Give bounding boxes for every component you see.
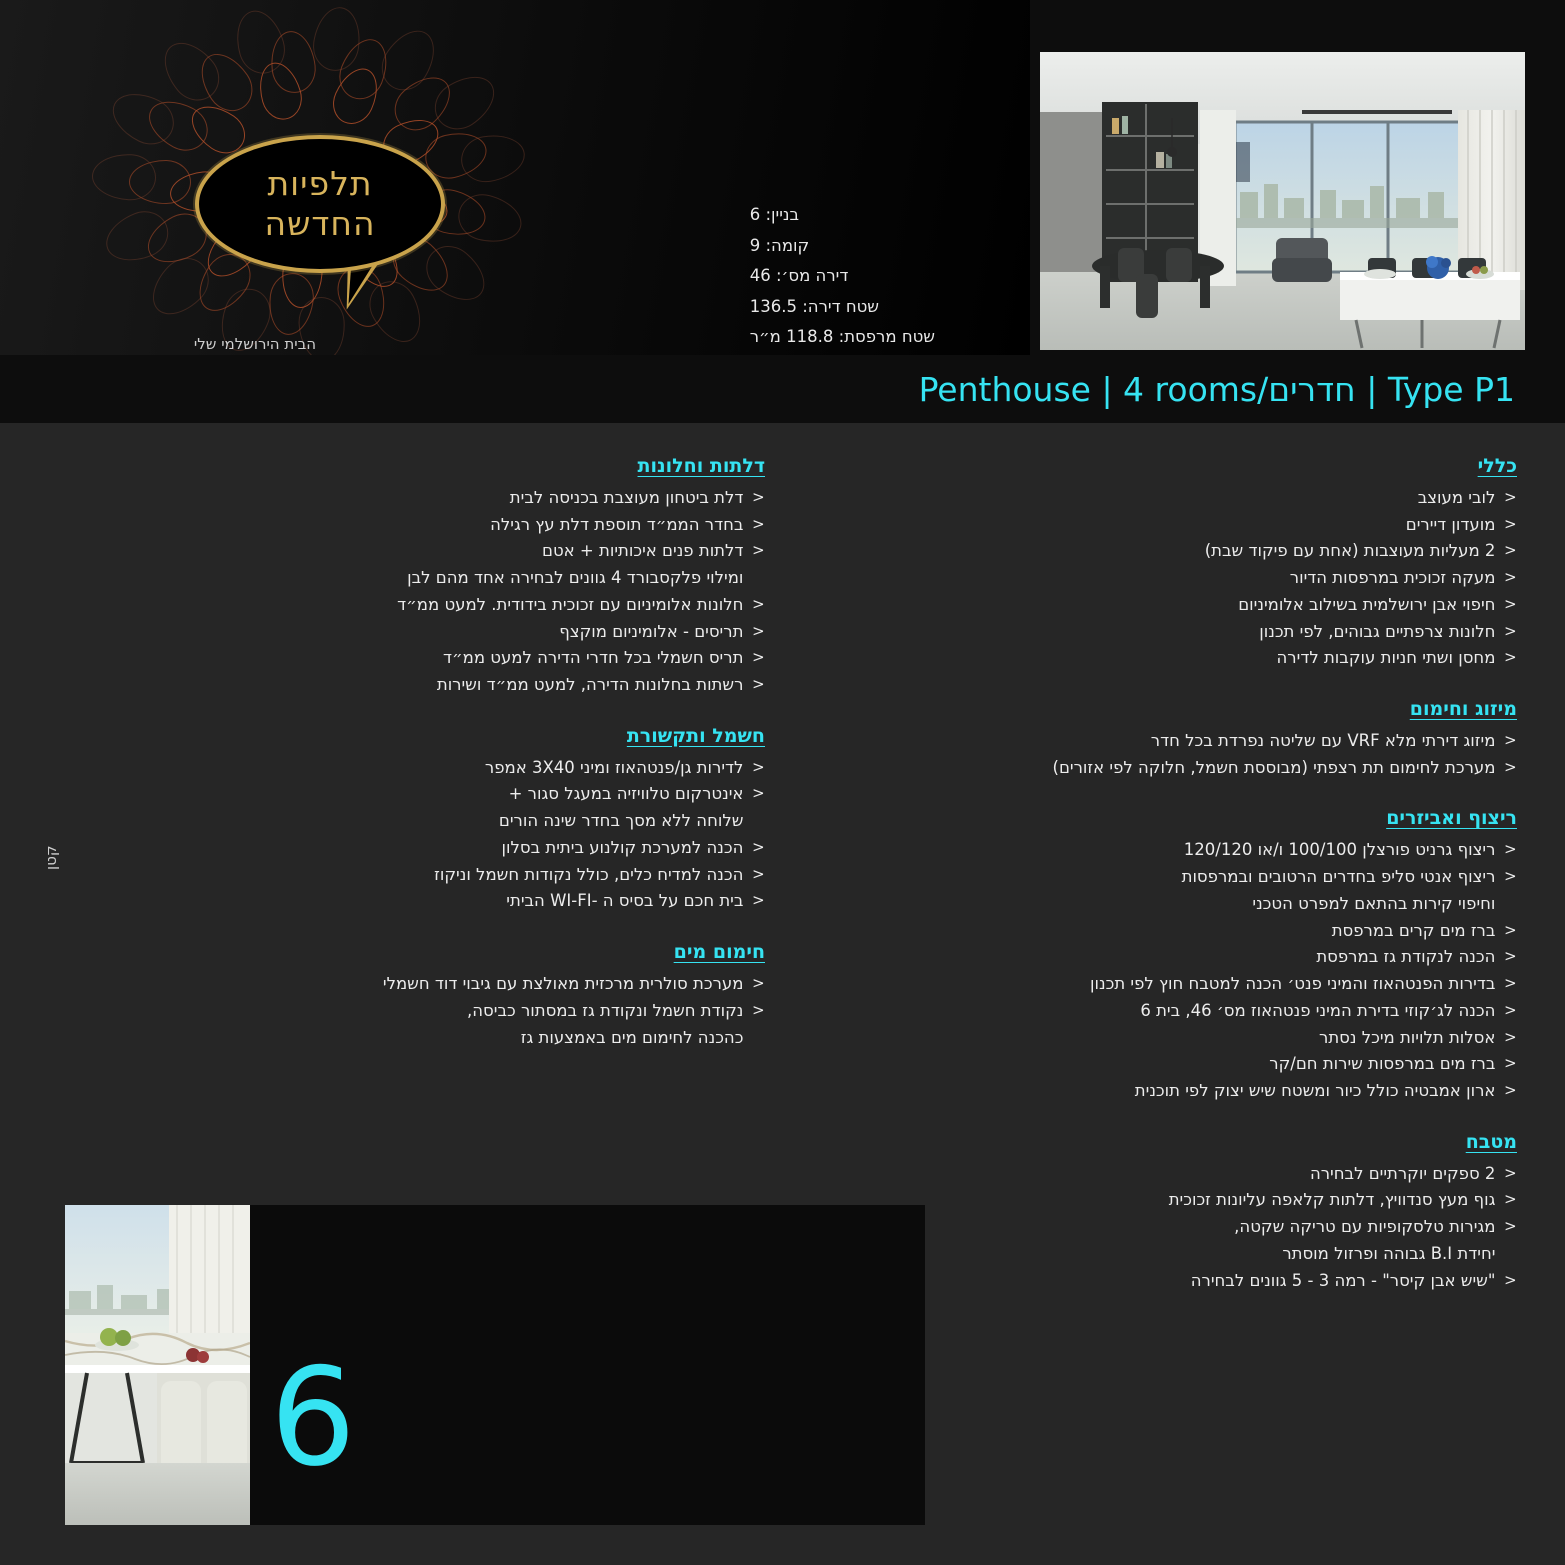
spec-list-item-text: שלוחה ללא מסך בחדר שינה הורים: [498, 811, 744, 831]
list-general: [867, 485, 1517, 672]
bullet-arrow-icon: >: [1504, 1054, 1517, 1073]
spec-list-item-text: בחדר הממ״ד תוספת דלת עץ רגילה: [490, 514, 744, 534]
spec-list-item: [867, 891, 1517, 918]
bullet-arrow-icon: >: [1504, 974, 1517, 993]
spec-list-item: [867, 944, 1517, 971]
apartment-specs: [750, 200, 935, 353]
spec-list-item-text: חלונות צרפתיים גבוהים, לפי תכנון: [1259, 621, 1496, 641]
bullet-arrow-icon: >: [752, 675, 765, 694]
apartment-type-title-bar: [0, 355, 1565, 423]
spec-list-item-text: נקודת חשמל ונקודת גז במסתור כביסה,: [467, 1000, 744, 1020]
spec-list-item: [115, 808, 765, 835]
spec-list-item: [867, 971, 1517, 998]
spec-list-item: [867, 1268, 1517, 1295]
list-doors-windows: [115, 485, 765, 699]
section-electricity: [115, 725, 765, 915]
spec-list-item-text: מיזוג דירתי מלא VRF עם שליטה נפרדת בכל חדר: [1150, 731, 1496, 751]
bullet-arrow-icon: >: [752, 541, 765, 560]
spec-list-item: [115, 619, 765, 646]
spec-list-item: [867, 1025, 1517, 1052]
spec-list-item: [115, 971, 765, 998]
bullet-arrow-icon: >: [1504, 840, 1517, 859]
section-title-water-heating: חימום מים: [673, 941, 765, 964]
spec-list-item: [867, 864, 1517, 891]
spec-list-item: [867, 1161, 1517, 1188]
bullet-arrow-icon: >: [1504, 1000, 1517, 1019]
brand-logo: [95, 35, 525, 355]
spec-list-item: [115, 755, 765, 782]
header-band: [0, 0, 1565, 355]
logo-line-2: החדשה: [264, 204, 376, 243]
spec-list-item: [115, 512, 765, 539]
spec-list-item: [115, 835, 765, 862]
column-left: [115, 455, 765, 1077]
spec-list-item-text: דלת ביטחון מעוצבת בכניסה לבית: [509, 488, 744, 507]
spec-list-item-text: בית חכם על בסיס ה -WI-FI הביתי: [506, 891, 744, 911]
spec-list-item: [115, 862, 765, 889]
spec-list-item: [867, 1241, 1517, 1268]
spec-list-item: [115, 565, 765, 592]
spec-balcony-area: שטח מרפסת: 118.8 מ״ר: [749, 327, 935, 347]
spec-list-item-text: יחידת B.I גבוהה ופרזול מוסתר: [1282, 1243, 1496, 1263]
bullet-arrow-icon: >: [1504, 621, 1517, 640]
spec-list-item: [115, 592, 765, 619]
spec-list-item-text: מערכת סולרית מרכזית מאולצת עם גיבוי דוד חשמלי: [382, 974, 744, 994]
section-title-electricity: חשמל ותקשורת: [626, 724, 765, 747]
bullet-arrow-icon: >: [1504, 541, 1517, 560]
header-dark-panel: [0, 0, 1030, 355]
bullet-arrow-icon: >: [752, 514, 765, 533]
spec-list-item: [867, 918, 1517, 945]
spec-list-item: [867, 538, 1517, 565]
spec-list-item-text: מועדון דיירים: [1405, 514, 1496, 534]
footer-band: [65, 1205, 925, 1525]
spec-list-item: [115, 888, 765, 915]
list-electricity: [115, 755, 765, 915]
spec-list-item-text: מחסן ושתי חניות עוקבות לדירה: [1276, 648, 1496, 668]
spec-list-item-text: תריסים - אלומיניום מוקצף: [559, 621, 744, 641]
kitchen-render-image: [65, 1205, 250, 1525]
list-kitchen: [867, 1161, 1517, 1295]
spec-list-item: [867, 1187, 1517, 1214]
spec-list-item-text: ברז מים קרים במרפסת: [1331, 920, 1496, 940]
spec-list-item: [867, 592, 1517, 619]
section-title-hvac: מיזוג וחימום: [1409, 698, 1517, 721]
spec-list-item: [115, 538, 765, 565]
interior-render-image: [1040, 52, 1525, 350]
bullet-arrow-icon: >: [752, 891, 765, 910]
spec-list-item: [115, 1025, 765, 1052]
bullet-arrow-icon: >: [1504, 867, 1517, 886]
spec-list-item: [115, 645, 765, 672]
spec-list-item-text: אינטרקום טלוויזיה במעגל סגור +: [508, 784, 744, 804]
spec-list-item: [867, 1214, 1517, 1241]
spec-list-item: [115, 781, 765, 808]
section-hvac: [867, 698, 1517, 781]
spec-list-item-text: מערכת לחימום תת רצפתי (מבוססת חשמל, חלוקה לפי אזורים): [1052, 757, 1496, 777]
spec-list-item-text: רשתות בחלונות הדירה, למעט ממ״ד ושירות: [436, 675, 744, 695]
section-title-flooring: ריצוף ואביזרים: [1386, 807, 1517, 830]
spec-building: בניין: 6: [749, 205, 800, 224]
bullet-arrow-icon: >: [752, 648, 765, 667]
bullet-arrow-icon: >: [1504, 568, 1517, 587]
speech-bubble-icon: [195, 135, 445, 273]
bullet-arrow-icon: >: [1504, 947, 1517, 966]
bullet-arrow-icon: >: [752, 757, 765, 776]
spec-list-item-text: "שיש אבן קיסר" - רמה 3 - 5 גוונים לבחירה: [1190, 1270, 1496, 1290]
spec-list-item-text: ארון אמבטיה כולל כיור ומשטח שיש יצוק לפי תוכנית: [1134, 1080, 1496, 1100]
spec-list-item-text: אסלות תלויות מיכל נסתר: [1319, 1027, 1496, 1047]
spec-list-item: [867, 645, 1517, 672]
logo-tagline: הבית הירושלמי שלי: [193, 335, 317, 353]
spec-list-item: [115, 485, 765, 512]
bullet-arrow-icon: >: [1504, 488, 1517, 506]
spec-list-item: [867, 1078, 1517, 1105]
spec-list-item-text: חיפוי אבן ירושלמית בשילוב אלומיניום: [1238, 594, 1496, 614]
logo-text: [264, 164, 375, 245]
spec-list-item-text: מעקה זכוכית במרפסות הדיור: [1289, 568, 1496, 588]
section-title-general: כללי: [1477, 455, 1517, 477]
bullet-arrow-icon: >: [1504, 731, 1517, 750]
bullet-arrow-icon: >: [1504, 594, 1517, 613]
spec-list-item: [867, 837, 1517, 864]
spec-list-item: [867, 485, 1517, 512]
spec-list-item: [867, 565, 1517, 592]
bullet-arrow-icon: >: [1504, 514, 1517, 533]
spec-list-item-text: הכנה למדיח כלים, כולל נקודות חשמל וניקוז: [434, 864, 744, 884]
bullet-arrow-icon: >: [1504, 757, 1517, 776]
spec-list-item-text: דלתות פנים איכותיות + אטם: [542, 541, 744, 561]
section-doors-windows: [115, 455, 765, 699]
bullet-arrow-icon: >: [752, 1000, 765, 1019]
spec-apartment-area: שטח דירה: 136.5: [749, 296, 879, 316]
bullet-arrow-icon: >: [752, 837, 765, 856]
bullet-arrow-icon: >: [752, 974, 765, 993]
bullet-arrow-icon: >: [1504, 1027, 1517, 1046]
spec-list-item-text: 2 מעליות מעוצבות (אחת עם פיקוד שבת): [1204, 541, 1496, 561]
spec-list-item-text: 2 ספקים יוקרתיים לבחירה: [1309, 1163, 1496, 1183]
spec-list-item: [867, 619, 1517, 646]
spec-list-item: [867, 728, 1517, 755]
bullet-arrow-icon: >: [1504, 1270, 1517, 1289]
side-vertical-note: קטן: [42, 845, 60, 870]
spec-list-item: [867, 998, 1517, 1025]
bullet-arrow-icon: >: [1504, 1190, 1517, 1209]
bullet-arrow-icon: >: [1504, 1217, 1517, 1236]
bullet-arrow-icon: >: [752, 594, 765, 613]
spec-list-item-text: ריצוף אנטי סליפ בחדרים הרטובים ובמרפסות: [1181, 867, 1496, 887]
bullet-arrow-icon: >: [1504, 920, 1517, 939]
spec-list-item: [115, 672, 765, 699]
spec-list-item: [867, 512, 1517, 539]
list-hvac: [867, 728, 1517, 781]
logo-line-1: תלפיות: [267, 163, 373, 203]
spec-list-item-text: לדירות גן/פנטהאוז ומיני 3X40 אמפר: [484, 757, 744, 777]
section-water-heating: [115, 941, 765, 1051]
bullet-arrow-icon: >: [1504, 1080, 1517, 1099]
spec-list-item: [115, 998, 765, 1025]
bullet-arrow-icon: >: [752, 621, 765, 640]
spec-list-item-text: כהכנה לחימום מים באמצעות גז: [520, 1027, 744, 1047]
page-title: Penthouse | 4 rooms/חדרים | Type P1: [918, 369, 1515, 409]
spec-list-item-text: בדירות הפנטהאוז והמיני פנט׳ הכנה למטבח חוץ לפי תכנון: [1090, 974, 1496, 994]
bullet-arrow-icon: >: [752, 864, 765, 883]
spec-list-item-text: ברז מים במרפסות שירות חם/קר: [1269, 1054, 1496, 1074]
spec-list-item-text: הכנה לג׳קוזי בדירת המיני פנטהאוז מס׳ 46, בית 6: [1140, 1000, 1496, 1020]
bullet-arrow-icon: >: [1504, 1163, 1517, 1182]
spec-list-item-text: גוף מעץ סנדוויץ, דלתות קלאפה עליונות זכוכית: [1168, 1190, 1496, 1210]
section-title-doors-windows: דלתות וחלונות: [637, 455, 765, 477]
spec-list-item: [867, 755, 1517, 782]
bullet-arrow-icon: >: [1504, 648, 1517, 667]
list-water-heating: [115, 971, 765, 1051]
section-general: [867, 455, 1517, 672]
spec-list-item-text: הכנה לנקודת גז במרפסת: [1316, 947, 1496, 967]
section-title-kitchen: מטבח: [1465, 1130, 1517, 1153]
spec-list-item-text: חלונות אלומיניום עם זכוכית בידודית. למעט ממ״ד: [397, 594, 744, 614]
page-number: 6: [270, 1339, 356, 1496]
bullet-arrow-icon: >: [752, 488, 765, 506]
column-right: [867, 455, 1517, 1320]
section-kitchen: [867, 1131, 1517, 1295]
spec-list-item-text: ומילוי פלקסבורד 4 גוונים לבחירה אחד מהם לבן: [407, 568, 744, 588]
spec-list-item-text: תריס חשמלי בכל חדרי הדירה למעט ממ״ד: [442, 648, 744, 668]
list-flooring: [867, 837, 1517, 1104]
section-flooring: [867, 807, 1517, 1104]
spec-list-item-text: ריצוף גרניט פורצלן 100/100 ו/או 120/120: [1183, 840, 1496, 860]
spec-list-item-text: וחיפוי קירות בהתאם למפרט הטכני: [1252, 893, 1496, 913]
spec-list-item: [867, 1051, 1517, 1078]
bullet-arrow-icon: >: [752, 784, 765, 803]
spec-floor: קומה: 9: [749, 235, 810, 255]
spec-apartment-number: דירה מס׳: 46: [749, 266, 849, 286]
spec-list-item-text: לובי מעוצב: [1417, 488, 1496, 507]
spec-list-item-text: הכנה למערכת קולנוע ביתית בסלון: [501, 837, 744, 857]
spec-list-item-text: מגירות טלסקופיות עם טריקה שקטה,: [1234, 1217, 1496, 1237]
